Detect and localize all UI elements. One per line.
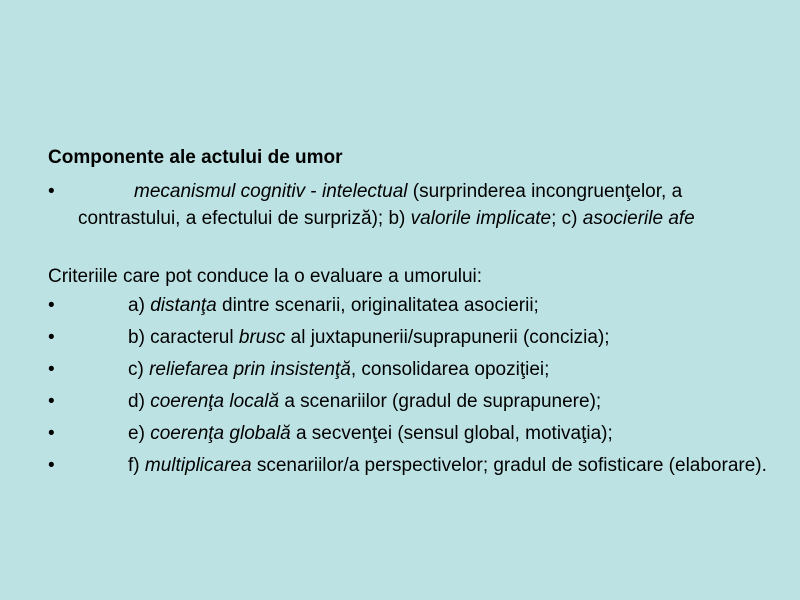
criteria-intro: Criteriile care pot conduce la o evaluare a umorului:	[48, 266, 483, 287]
components-bullet	[48, 178, 768, 232]
criteria-item	[48, 358, 768, 382]
bullet-icon: •	[48, 455, 55, 476]
criteria-item-emphasis: reliefarea prin insistenţă	[149, 359, 351, 380]
criteria-item-text: , consolidarea opoziţiei;	[350, 359, 550, 380]
intelectual-text: intelectual	[321, 181, 408, 202]
criteria-item-text: dintre scenarii, originalitatea asocierii;	[216, 295, 539, 316]
criteria-list	[48, 294, 768, 478]
criteria-item-prefix: c)	[128, 359, 150, 380]
components-heading: Componente ale actului de umor	[48, 147, 343, 168]
bullet-icon: •	[48, 359, 55, 380]
criteria-item	[48, 454, 768, 478]
criteria-item	[48, 326, 768, 350]
criteria-item-text: al juxtapunerii/suprapunerii (concizia);	[285, 327, 610, 348]
components-text-2: ; c)	[551, 208, 583, 229]
criteria-item	[48, 390, 768, 414]
criteria-item-prefix: e)	[128, 423, 151, 444]
mecanism-text: mecanismul cognitiv	[134, 181, 306, 202]
criteria-item-emphasis: brusc	[238, 327, 286, 348]
components-text-1: (surprinderea incongruenţelor, a contrastului, a efectului de surpriză); b)	[78, 181, 683, 229]
criteria-item-emphasis: coerenţa globală	[150, 423, 291, 444]
valorile-text: valorile implicate	[410, 208, 552, 229]
criteria-item-emphasis: distanţa	[150, 295, 217, 316]
criteria-item-prefix: a)	[128, 295, 151, 316]
asocierile-text: asocierile afe	[582, 208, 695, 229]
bullet-icon: •	[48, 327, 55, 348]
criteria-item-emphasis: coerenţa locală	[150, 391, 280, 412]
criteria-item-prefix: f)	[128, 455, 145, 476]
criteria-item	[48, 422, 768, 446]
criteria-item-prefix: b) caracterul	[128, 327, 239, 348]
criteria-item-text: a scenariilor (gradul de suprapunere);	[279, 391, 602, 412]
criteria-item-text: scenariilor/a perspectivelor; gradul de sofisticare (elaborare).	[251, 455, 767, 476]
criteria-item-prefix: d)	[128, 391, 151, 412]
criteria-item-emphasis: multiplicarea	[144, 455, 252, 476]
bullet-icon: •	[48, 181, 55, 202]
criteria-item-text: a secvenţei (sensul global, motivaţia);	[290, 423, 613, 444]
criteria-item	[48, 294, 768, 318]
slide-content	[48, 146, 768, 486]
bullet-icon: •	[48, 295, 55, 316]
sep-text: -	[305, 181, 322, 202]
bullet-icon: •	[48, 423, 55, 444]
bullet-icon: •	[48, 391, 55, 412]
